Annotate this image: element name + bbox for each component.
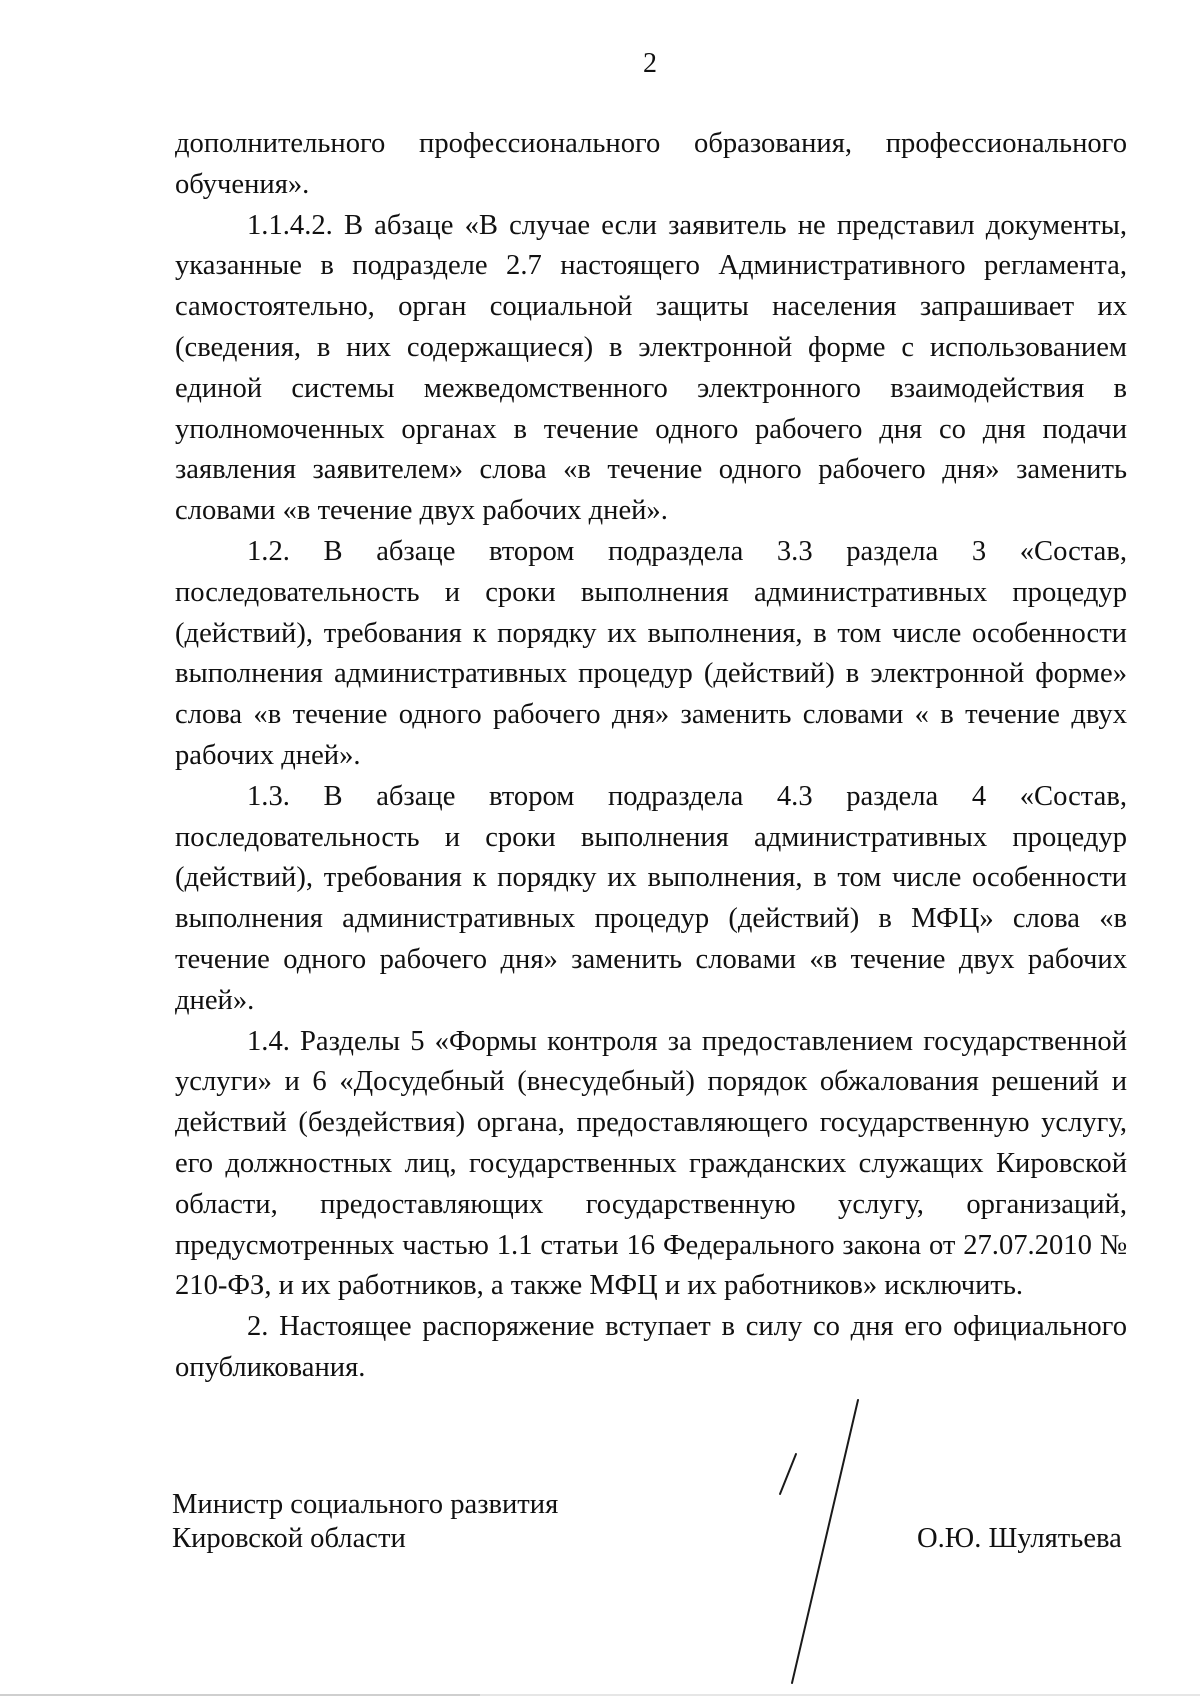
handwritten-signature	[740, 1398, 880, 1688]
page-number: 2	[643, 48, 657, 79]
signatory-position-line1: Министр социального развития	[172, 1489, 559, 1520]
paragraph-continuation: дополнительного профессионального образования, профессионального обучения».	[175, 128, 1127, 200]
scan-bottom-edge	[0, 1694, 1200, 1696]
signatory-position	[172, 1488, 558, 1556]
signatory-name: О.Ю. Шулятьева	[917, 1523, 1122, 1554]
paragraph-2: 2. Настоящее распоряжение вступает в силу со дня его официального опубликования.	[175, 1311, 1127, 1383]
document-body	[175, 124, 1127, 1389]
paragraph-1-4: 1.4. Разделы 5 «Формы контроля за предоставлением государственной услуги» и 6 «Досудебный (внесудебный) порядок обжалования решений и действий (бездействия) органа, предоставляющего государственную услугу, его должностных лиц, государственных гражданских служащих Кировской области, предоставляющих государственную услугу, организаций, предусмотренных частью 1.1 статьи 16 Федерального закона от 27.07.2010 № 210-ФЗ, и их работников, а также МФЦ и их работников» исключить.	[175, 1025, 1127, 1302]
paragraph-1-3: 1.3. В абзаце втором подраздела 4.3 раздела 4 «Состав, последовательность и сроки выполнения административных процедур (действий), требования к порядку их выполнения, в том числе особенности выполнения административных процедур (действий) в МФЦ» слова «в течение одного рабочего дня» заменить словами «в течение двух рабочих дней».	[175, 780, 1127, 1016]
paragraph-1-2: 1.2. В абзаце втором подраздела 3.3 раздела 3 «Состав, последовательность и сроки выполнения административных процедур (действий), требования к порядку их выполнения, в том числе особенности выполнения административных процедур (действий) в электронной форме» слова «в течение одного рабочего дня» заменить словами « в течение двух рабочих дней».	[175, 535, 1127, 771]
signatory-position-line2: Кировской области	[172, 1523, 406, 1554]
paragraph-1-1-4-2: 1.1.4.2. В абзаце «В случае если заявитель не представил документы, указанные в подразделе 2.7 настоящего Административного регламента, самостоятельно, орган социальной защиты населения запрашивает их (сведения, в них содержащиеся) в электронной форме с использованием единой системы межведомственного электронного взаимодействия в уполномоченных органах в течение одного рабочего дня со дня подачи заявления заявителем» слова «в течение одного рабочего дня» заменить словами «в течение двух рабочих дней».	[175, 209, 1127, 527]
